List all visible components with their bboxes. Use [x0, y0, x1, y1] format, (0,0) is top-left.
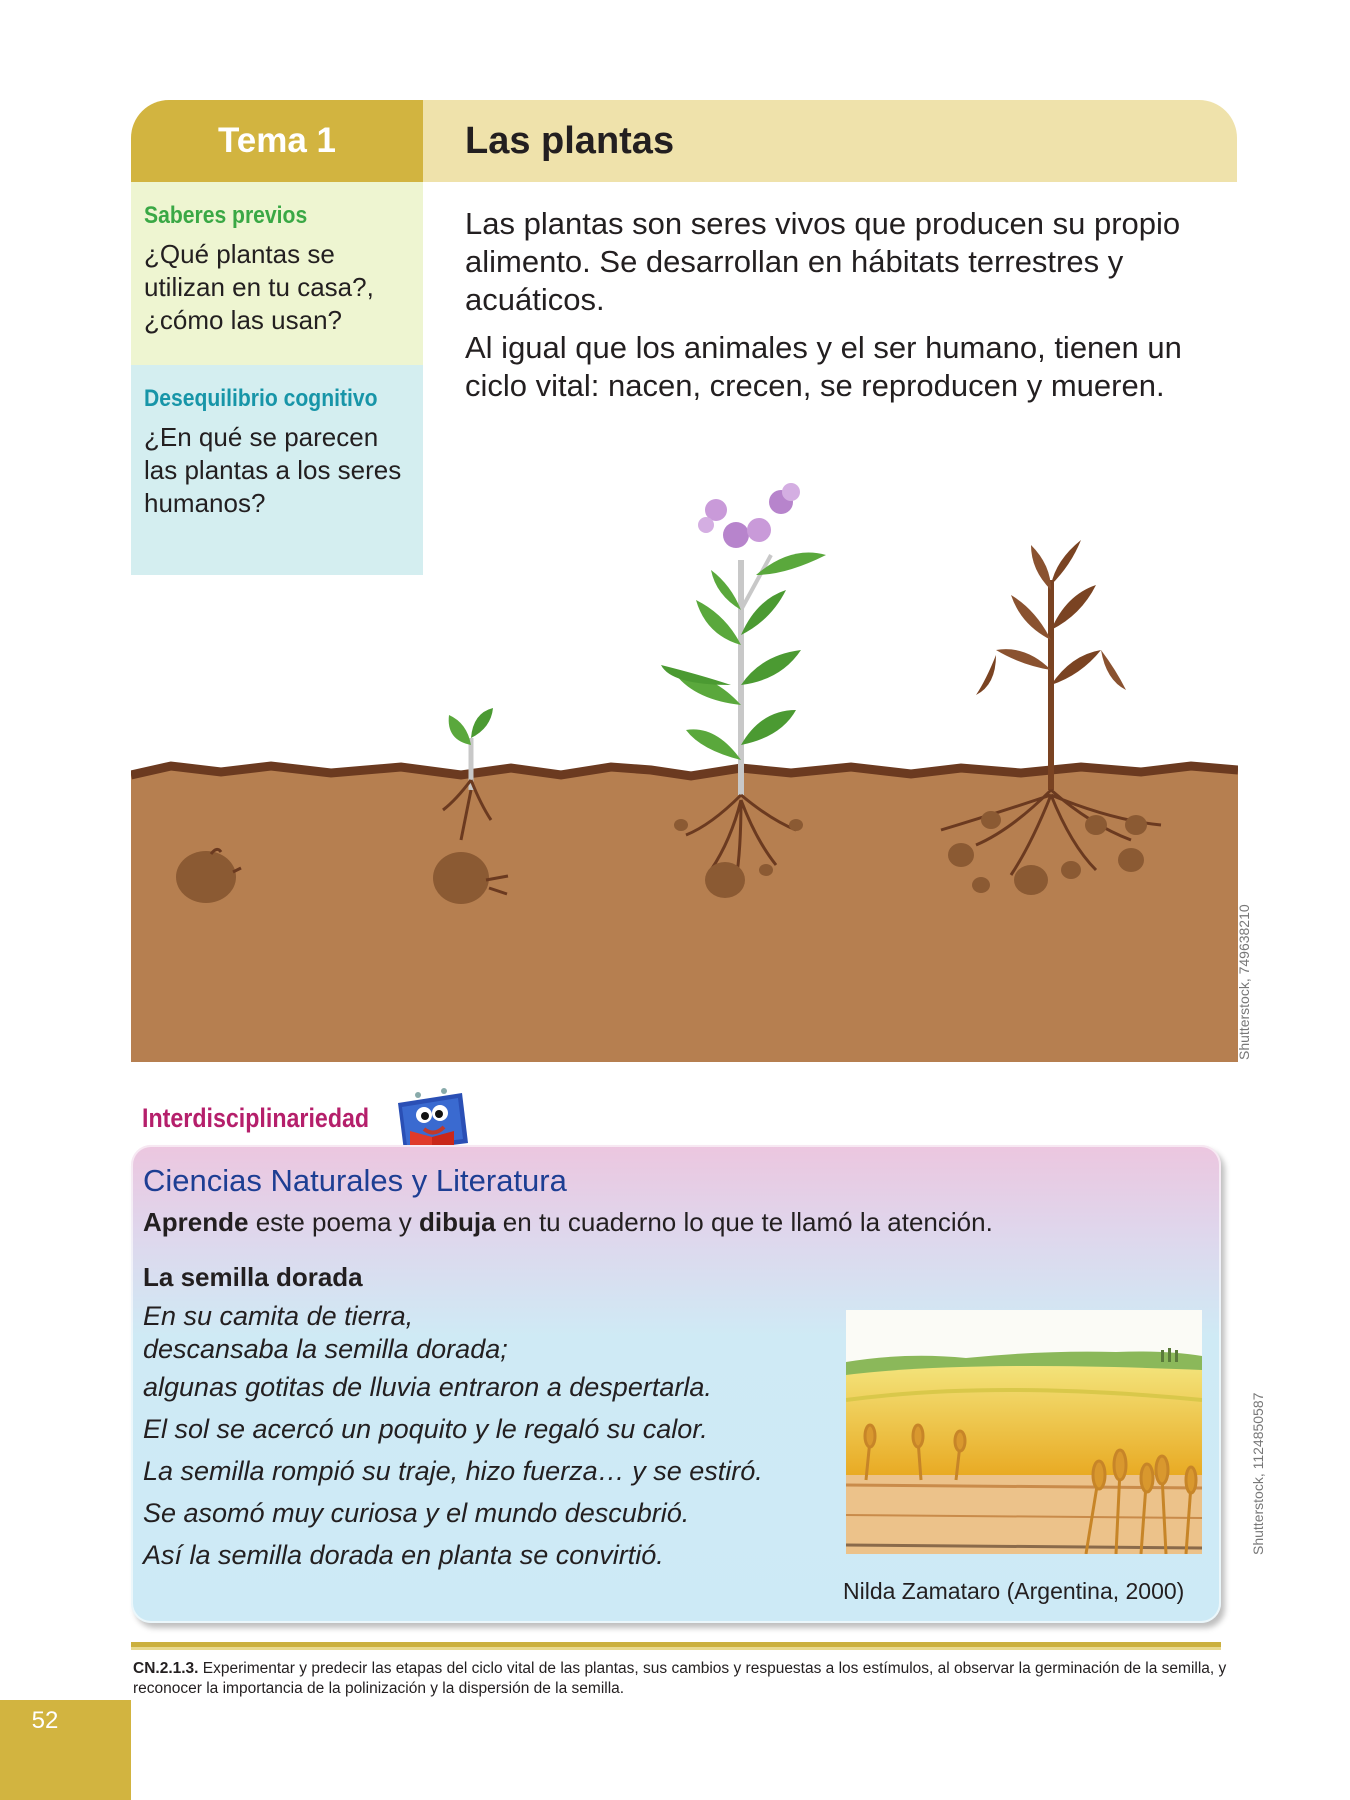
curriculum-code: CN.2.1.3.	[133, 1660, 199, 1677]
wheat-field-image	[846, 1310, 1202, 1554]
instruction-part-1: este poema y	[248, 1207, 420, 1237]
intro-paragraph-1: Las plantas son seres vivos que producen su propio alimento. Se desarrollan en hábitats terrestres y acuáticos.	[465, 206, 1181, 317]
intro-paragraph-2: Al igual que los animales y el ser humano, tienen un ciclo vital: nacen, crecen, se reproducen y mueren.	[465, 330, 1182, 403]
poem-author: Nilda Zamataro (Argentina, 2000)	[843, 1578, 1185, 1604]
poem-line: Así la semilla dorada en planta se convirtió.	[143, 1540, 664, 1570]
footer-divider-shadow	[131, 1647, 1221, 1650]
illustration-credit: Shutterstock, 749638210	[1236, 904, 1252, 1060]
instruction-verb-aprende: Aprende	[143, 1207, 249, 1237]
instruction-part-2: en tu cuaderno lo que te llamó la atención.	[495, 1207, 993, 1237]
tema-label-text: Tema 1	[217, 121, 337, 160]
saberes-previos-box	[131, 182, 423, 365]
poem-instruction	[143, 1207, 993, 1238]
instruction-verb-dibuja: dibuja	[419, 1207, 496, 1237]
poem-line: La semilla rompió su traje, hizo fuerza… y se estiró.	[143, 1456, 763, 1486]
interdisciplinariedad-label: Interdisciplinariedad	[142, 1103, 370, 1133]
page-title: Las plantas	[465, 119, 675, 162]
poem-lines	[143, 1300, 763, 1576]
curriculum-text: Experimentar y predecir las etapas del ciclo vital de las plantas, sus cambios y respuestas a los estímulos, al observar la germinación de la semilla, y reconocer la importancia de la polinización y la dispersión de la semilla.	[133, 1660, 1227, 1697]
saberes-previos-heading: Saberes previos	[144, 202, 308, 229]
soil	[131, 766, 1238, 1062]
title-bar	[423, 100, 1237, 182]
plant-life-cycle-illustration	[131, 470, 1238, 1062]
poem-line: algunas gotitas de lluvia entraron a despertarla.	[143, 1372, 712, 1402]
poem-line: descansaba la semilla dorada;	[143, 1334, 508, 1364]
tema-label	[131, 100, 423, 182]
image-credit: Shutterstock, 1124850587	[1250, 1392, 1266, 1555]
intro-text	[465, 205, 1235, 415]
poem-line: En su camita de tierra,	[143, 1301, 414, 1331]
desequilibrio-cognitivo-heading: Desequilibrio cognitivo	[144, 385, 378, 412]
page-number-text: 52	[31, 1707, 59, 1734]
poem-title: La semilla dorada	[143, 1262, 363, 1292]
saberes-previos-question: ¿Qué plantas se utilizan en tu casa?, ¿cómo las usan?	[144, 239, 374, 335]
poem-line: Se asomó muy curiosa y el mundo descubrió.	[143, 1498, 690, 1528]
page-number	[0, 1707, 180, 1735]
subject-heading: Ciencias Naturales y Literatura	[143, 1163, 567, 1198]
poem-line: El sol se acercó un poquito y le regaló su calor.	[143, 1414, 708, 1444]
desequilibrio-cognitivo-question: ¿En qué se parecen las plantas a los seres humanos?	[144, 422, 402, 518]
curriculum-standard	[133, 1659, 1233, 1699]
